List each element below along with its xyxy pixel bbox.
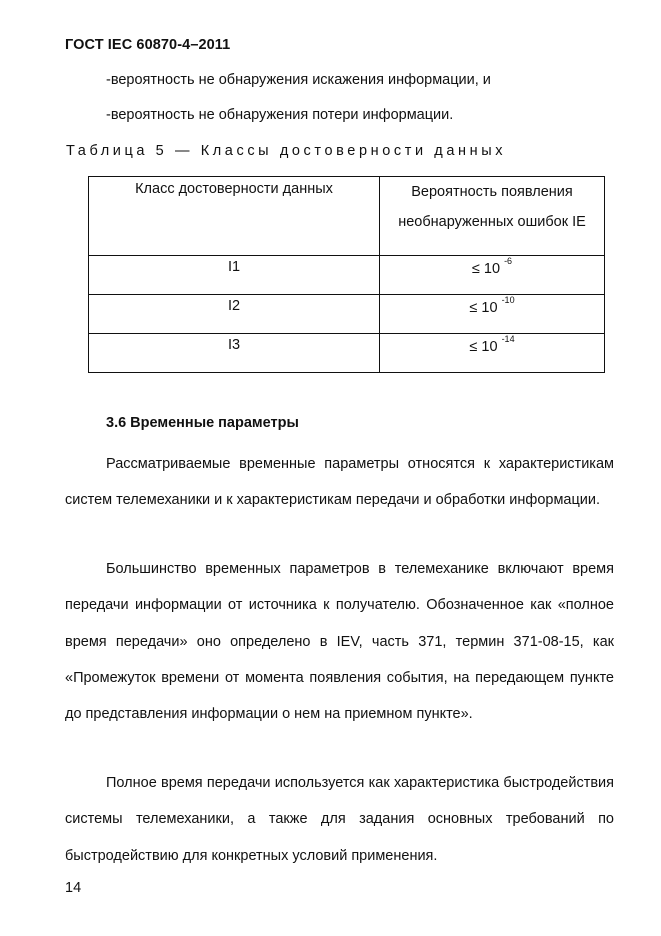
document-header: ГОСТ IEC 60870-4–2011 bbox=[65, 37, 231, 53]
table-header-probability-line2: необнаруженных ошибок IE bbox=[398, 214, 586, 230]
table-cell-probability bbox=[380, 256, 605, 295]
table-header-row bbox=[89, 177, 605, 256]
section-heading: 3.6 Временные параметры bbox=[106, 415, 299, 431]
table-header-class bbox=[89, 177, 380, 256]
list-item: -вероятность не обнаружения искажения информации, и bbox=[106, 72, 491, 88]
table-cell-class: I1 bbox=[89, 256, 380, 295]
table-caption: Таблица 5 — Классы достоверности данных bbox=[66, 143, 507, 159]
table-row bbox=[89, 295, 605, 334]
paragraph: Рассматриваемые временные параметры относятся к характеристикам систем телемеханики и к характеристикам передачи и обработки информации. bbox=[65, 456, 614, 509]
paragraph: Полное время передачи используется как характеристика быстродействия системы телемеханики, а также для задания основных требований по быстродействию для конкретных условий применения. bbox=[65, 775, 614, 864]
probability-exponent: -14 bbox=[501, 334, 515, 344]
table-cell-probability bbox=[380, 334, 605, 373]
data-reliability-table bbox=[88, 176, 605, 373]
table-row bbox=[89, 256, 605, 295]
table-header-probability-line1: Вероятность появления bbox=[411, 184, 573, 200]
table-cell-probability bbox=[380, 295, 605, 334]
table-row bbox=[89, 334, 605, 373]
table-header-class-label: Класс достоверности данных bbox=[135, 181, 333, 197]
table-header-probability bbox=[380, 177, 605, 256]
table-cell-class: I2 bbox=[89, 295, 380, 334]
probability-base: ≤ 10 bbox=[469, 299, 498, 316]
paragraph: Большинство временных параметров в телемеханике включают время передачи информации от источника к получателю. Обозначенное как «полное время передачи» оно определено в IEV, часть 371, термин 371-08-15, как «Промежуток времени от момента появления события, на передающем пункте до представления информации о нем на приемном пункте». bbox=[65, 561, 614, 723]
probability-base: ≤ 10 bbox=[469, 338, 498, 355]
probability-exponent: -10 bbox=[501, 295, 515, 305]
page-number: 14 bbox=[65, 880, 82, 896]
probability-exponent: -6 bbox=[504, 256, 513, 266]
table-cell-class: I3 bbox=[89, 334, 380, 373]
list-item: -вероятность не обнаружения потери информации. bbox=[106, 107, 454, 123]
probability-base: ≤ 10 bbox=[471, 260, 501, 277]
